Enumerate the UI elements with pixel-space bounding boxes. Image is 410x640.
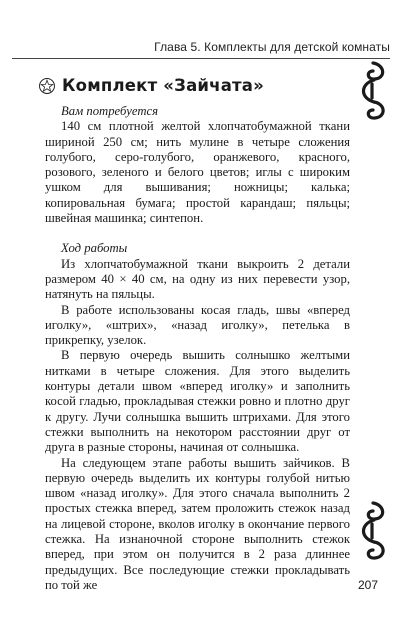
- section-heading: [38, 76, 264, 95]
- materials-heading: Вам потребуется: [61, 104, 159, 118]
- header-rule: [12, 58, 390, 59]
- procedure-paragraph: На следующем этапе работы вышить зайчиков. В первую очередь выделить их контуры голубой нитью швом «назад иголку». Для этого сначала выполнить 2 простых стежка вперед, затем проложить стежок назад на лицевой стороне, вколов иголку в окончание первого стежка. На изнаночной стороне выполнить стежок вперед, при этом он получится в 2 раза длиннее предыдущих. Все последующие стежки прокладывать по той же: [45, 455, 350, 592]
- body-text: [45, 104, 350, 593]
- procedure-heading: Ход работы: [61, 241, 128, 256]
- procedure-paragraph: В первую очередь вышить солнышко желтыми нитками в четыре сложения. Для этого выделить контуры детали швом «вперед иголку» и заполнить косой гладью, прокладывая стежки ровно и плотно друг к другу. Лучи солнышка вышить штрихами. Для этого стежки выполнить на некотором расстоянии друг от друга в разные стороны, начиная от солнышка.: [45, 348, 350, 455]
- page-number: 207: [358, 578, 379, 592]
- section-gap: [45, 226, 350, 241]
- section-title: Комплект «Зайчата»: [62, 76, 264, 95]
- section-star-icon: [38, 77, 56, 95]
- running-title: Глава 5. Комплекты для детской комнаты: [154, 40, 390, 54]
- scroll-ornament-icon: [352, 500, 392, 562]
- procedure-paragraph: В работе использованы косая гладь, швы «вперед иголку», «штрих», «назад иголку», петелька в прикрепку, узелок.: [45, 302, 350, 348]
- procedure-paragraph: Из хлопчатобумажной ткани выкроить 2 детали размером 40 × 40 см, на одну из них перевести узор, натянуть на пяльцы.: [45, 256, 350, 302]
- materials-text: 140 см плотной желтой хлопчатобумажной ткани шириной 250 см; нить мулине в четыре сложения голубого, серо-голубого, оранжевого, красного, розового, зеленого и белого цветов; иглы с широким ушком для вышивания; ножницы; калька; копировальная бумага; простой карандаш; пяльцы; швейная машинка; синтепон.: [45, 119, 350, 226]
- scroll-ornament-icon: [352, 60, 392, 122]
